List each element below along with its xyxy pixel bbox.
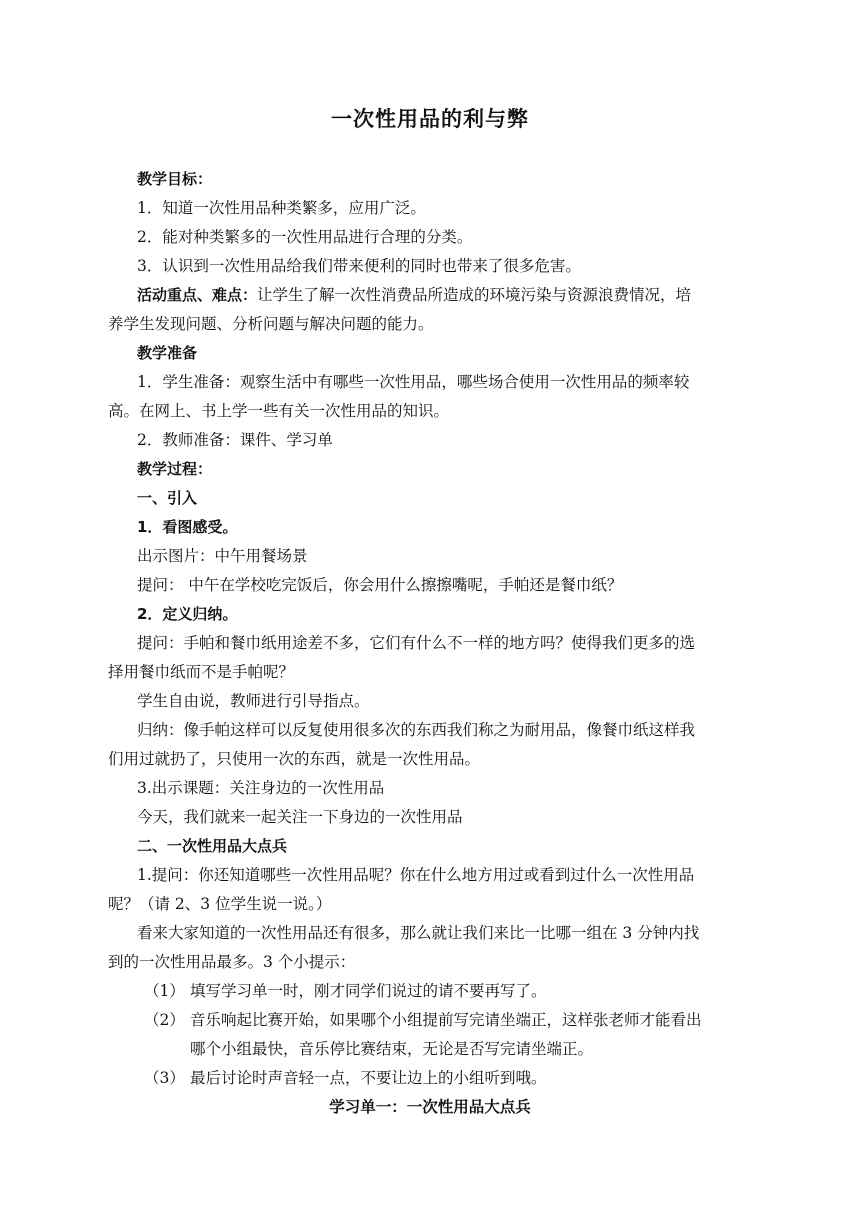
step2-question-line-2: 择用餐巾纸而不是手帕呢？ xyxy=(108,663,295,681)
worksheet-title: 学习单一：一次性用品大点兵 xyxy=(329,1098,531,1116)
tip-3-number: （3） xyxy=(144,1069,185,1087)
part2-compete-line-2: 到的一次性用品最多。3 个小提示： xyxy=(108,953,356,971)
tip-2-number: （2） xyxy=(144,1011,185,1029)
step2-summary-line-2: 们用过就扔了，只使用一次的东西，就是一次性用品。 xyxy=(108,750,481,768)
step3-topic: 3.出示课题：关注身边的一次性用品 xyxy=(137,779,385,797)
step1-heading: 1．看图感受。 xyxy=(137,518,238,536)
step2-question-line-1: 提问：手帕和餐巾纸用途差不多，它们有什么不一样的地方吗？使得我们更多的选 xyxy=(137,634,696,652)
goal-item-2: 2．能对种类繁多的一次性用品进行合理的分类。 xyxy=(137,228,473,246)
prep-teacher: 2．教师准备：课件、学习单 xyxy=(137,431,333,449)
tip-2-text-line-1: 音乐响起比赛开始，如果哪个小组提前写完请坐端正，这样张老师才能看出 xyxy=(190,1011,702,1029)
tip-2-text-line-2: 哪个小组最快，音乐停比赛结束，无论是否写完请坐端正。 xyxy=(190,1040,594,1058)
process-heading: 教学过程： xyxy=(137,460,213,478)
focus-label: 活动重点、难点： xyxy=(137,286,258,304)
document-title: 一次性用品的利与弊 xyxy=(331,107,529,131)
prep-student-line-2: 高。在网上、书上学一些有关一次性用品的知识。 xyxy=(108,402,450,420)
focus-line-2: 养学生发现问题、分析问题与解决问题的能力。 xyxy=(108,315,434,333)
part2-heading: 二、一次性用品大点兵 xyxy=(137,837,288,855)
prep-heading: 教学准备 xyxy=(137,344,198,362)
tip-1-number: （1） xyxy=(144,982,185,1000)
focus-line-1 xyxy=(137,284,691,306)
step1-question: 提问： 中午在学校吃完饭后，你会用什么擦擦嘴呢，手帕还是餐巾纸？ xyxy=(137,576,623,594)
part2-ask-line-2: 呢？（请 2、3 位学生说一说。） xyxy=(108,895,332,913)
step1-show: 出示图片：中午用餐场景 xyxy=(137,547,308,565)
step2-summary-line-1: 归纳：像手帕这样可以反复使用很多次的东西我们称之为耐用品，像餐巾纸这样我 xyxy=(137,721,696,739)
focus-text-1: 让学生了解一次性消费品所造成的环境污染与资源浪费情况，培 xyxy=(257,286,692,304)
part1-heading: 一、引入 xyxy=(137,489,198,507)
step2-heading: 2．定义归纳。 xyxy=(137,605,238,623)
goal-item-1: 1．知道一次性用品种类繁多，应用广泛。 xyxy=(137,199,426,217)
goal-item-3: 3．认识到一次性用品给我们带来便利的同时也带来了很多危害。 xyxy=(137,257,581,275)
step2-free: 学生自由说，教师进行引导指点。 xyxy=(137,692,370,710)
part2-ask-line-1: 1.提问：你还知道哪些一次性用品呢？你在什么地方用过或看到过什么一次性用品 xyxy=(137,866,695,884)
tip-1-text: 填写学习单一时，刚才同学们说过的请不要再写了。 xyxy=(190,982,547,1000)
part2-compete-line-1: 看来大家知道的一次性用品还有很多，那么就让我们来比一比哪一组在 3 分钟内找 xyxy=(137,924,700,942)
prep-student-line-1: 1．学生准备：观察生活中有哪些一次性用品，哪些场合使用一次性用品的频率较 xyxy=(137,373,690,391)
tip-3-text: 最后讨论时声音轻一点，不要让边上的小组听到哦。 xyxy=(190,1069,547,1087)
goals-heading: 教学目标： xyxy=(137,170,213,188)
today-line: 今天，我们就来一起关注一下身边的一次性用品 xyxy=(137,808,463,826)
